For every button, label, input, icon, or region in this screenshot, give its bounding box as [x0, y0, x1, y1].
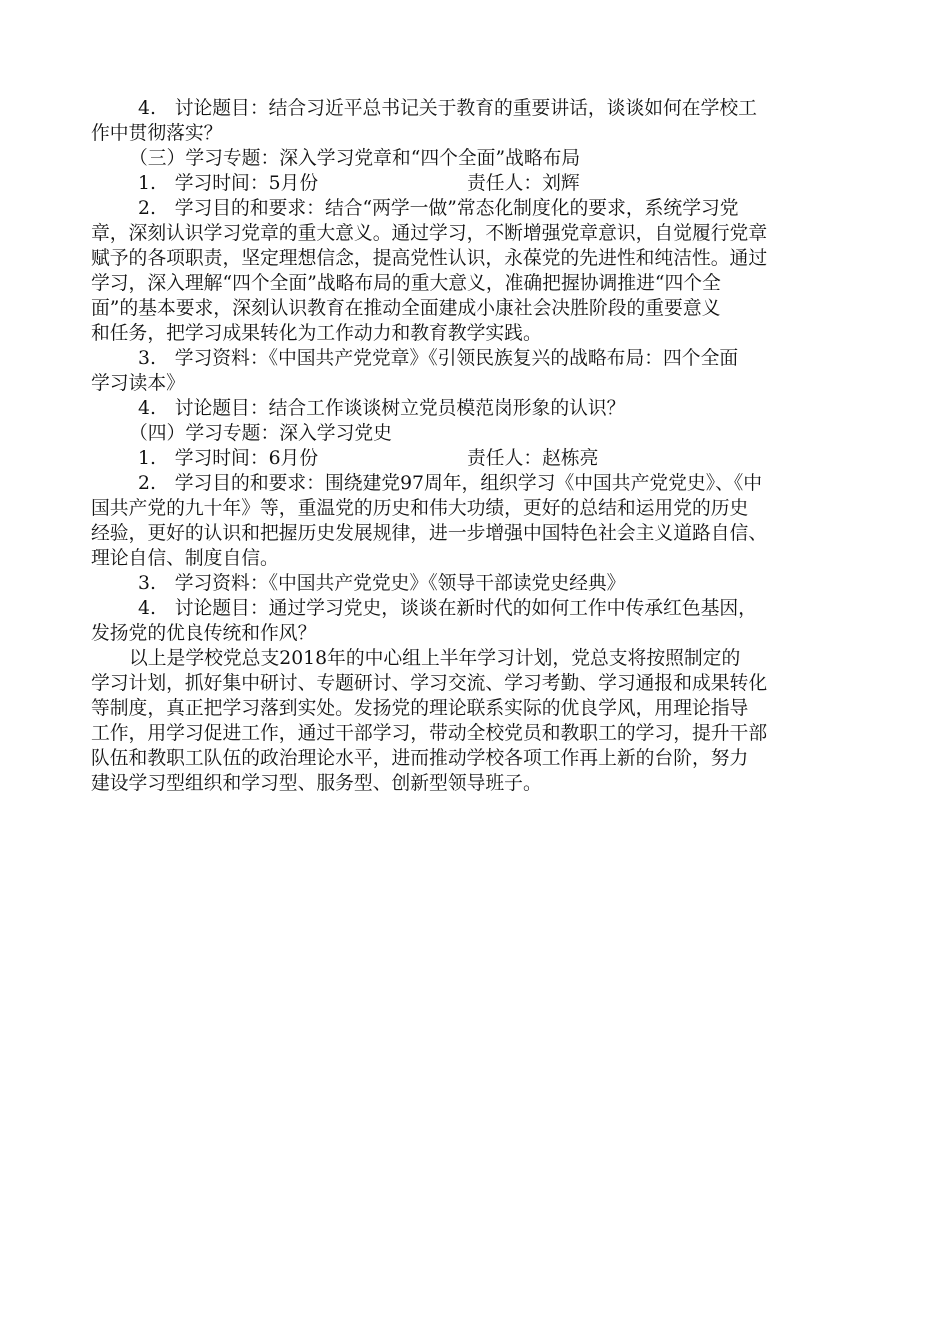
line-text: 队伍和教职工队伍的政治理论水平，进而推动学校各项工作再上新的台阶，努力 [91, 748, 749, 769]
line-text: 以上是学校党总支2018年的中心组上半年学习计划，党总支将按照制定的 [129, 648, 741, 669]
line-text: 国共产党的九十年》等，重温党的历史和伟大功绩，更好的总结和运用党的历史 [91, 498, 749, 519]
line-text: 等制度，真正把学习落到实处。发扬党的理论联系实际的优良学风，用理论指导 [91, 698, 749, 719]
text-line [91, 121, 866, 146]
line-text: 3. 学习资料：《中国共产党党史》《领导干部读党史经典》 [138, 573, 626, 594]
text-line [91, 421, 866, 446]
line-text: 4. 讨论题目：结合习近平总书记关于教育的重要讲话，谈谈如何在学校工 [138, 98, 757, 119]
text-line [91, 171, 866, 196]
responsible-person: 责任人：刘辉 [467, 173, 580, 194]
line-text: （四）学习专题：深入学习党史 [129, 423, 392, 444]
text-line [91, 771, 866, 796]
text-line [91, 721, 866, 746]
line-text: 经验，更好的认识和把握历史发展规律，进一步增强中国特色社会主义道路自信、 [91, 523, 768, 544]
document-body [91, 96, 866, 796]
text-line [91, 446, 866, 471]
text-line [91, 546, 866, 571]
text-line [91, 571, 866, 596]
line-text: 建设学习型组织和学习型、服务型、创新型领导班子。 [91, 773, 542, 794]
line-text: 理论自信、制度自信。 [91, 548, 279, 569]
text-line [91, 146, 866, 171]
line-text: 发扬党的优良传统和作风？ [91, 623, 317, 644]
text-line [91, 96, 866, 121]
line-text: 1. 学习时间：6月份 [138, 448, 319, 469]
line-text: 学习计划，抓好集中研讨、专题研讨、学习交流、学习考勤、学习通报和成果转化 [91, 673, 768, 694]
line-text: 赋予的各项职责，坚定理想信念，提高党性认识，永葆党的先进性和纯洁性。通过 [91, 248, 768, 269]
line-text: 4. 讨论题目：结合工作谈谈树立党员模范岗形象的认识？ [138, 398, 626, 419]
line-text: 4. 讨论题目：通过学习党史，谈谈在新时代的如何工作中传承红色基因， [138, 598, 757, 619]
text-line [91, 221, 866, 246]
text-line [91, 596, 866, 621]
line-text: （三）学习专题：深入学习党章和“四个全面”战略布局 [129, 148, 581, 169]
text-line [91, 271, 866, 296]
line-text: 2. 学习目的和要求：结合“两学一做”常态化制度化的要求，系统学习党 [138, 198, 739, 219]
line-text: 学习，深入理解“四个全面”战略布局的重大意义，准确把握协调推进“四个全 [91, 273, 721, 294]
text-line [91, 696, 866, 721]
text-line [91, 246, 866, 271]
text-line [91, 346, 866, 371]
text-line [91, 196, 866, 221]
text-line [91, 396, 866, 421]
text-line [91, 746, 866, 771]
line-text: 作中贯彻落实？ [91, 123, 223, 144]
line-text: 2. 学习目的和要求：围绕建党97周年，组织学习《中国共产党党史》、《中 [138, 473, 763, 494]
line-text: 1. 学习时间：5月份 [138, 173, 319, 194]
line-text: 面”的基本要求，深刻认识教育在推动全面建成小康社会决胜阶段的重要意义 [91, 298, 721, 319]
line-text: 3. 学习资料：《中国共产党党章》《引领民族复兴的战略布局：四个全面 [138, 348, 739, 369]
line-text: 章，深刻认识学习党章的重大意义。通过学习，不断增强党章意识，自觉履行党章 [91, 223, 768, 244]
text-line [91, 621, 866, 646]
line-text: 和任务，把学习成果转化为工作动力和教育教学实践。 [91, 323, 542, 344]
line-text: 学习读本》 [91, 373, 185, 394]
text-line [91, 521, 866, 546]
text-line [91, 371, 866, 396]
text-line [91, 296, 866, 321]
responsible-person: 责任人：赵栋亮 [467, 448, 599, 469]
text-line [91, 496, 866, 521]
text-line [91, 671, 866, 696]
text-line [91, 646, 866, 671]
text-line [91, 471, 866, 496]
text-line [91, 321, 866, 346]
line-text: 工作，用学习促进工作，通过干部学习，带动全校党员和教职工的学习，提升干部 [91, 723, 768, 744]
